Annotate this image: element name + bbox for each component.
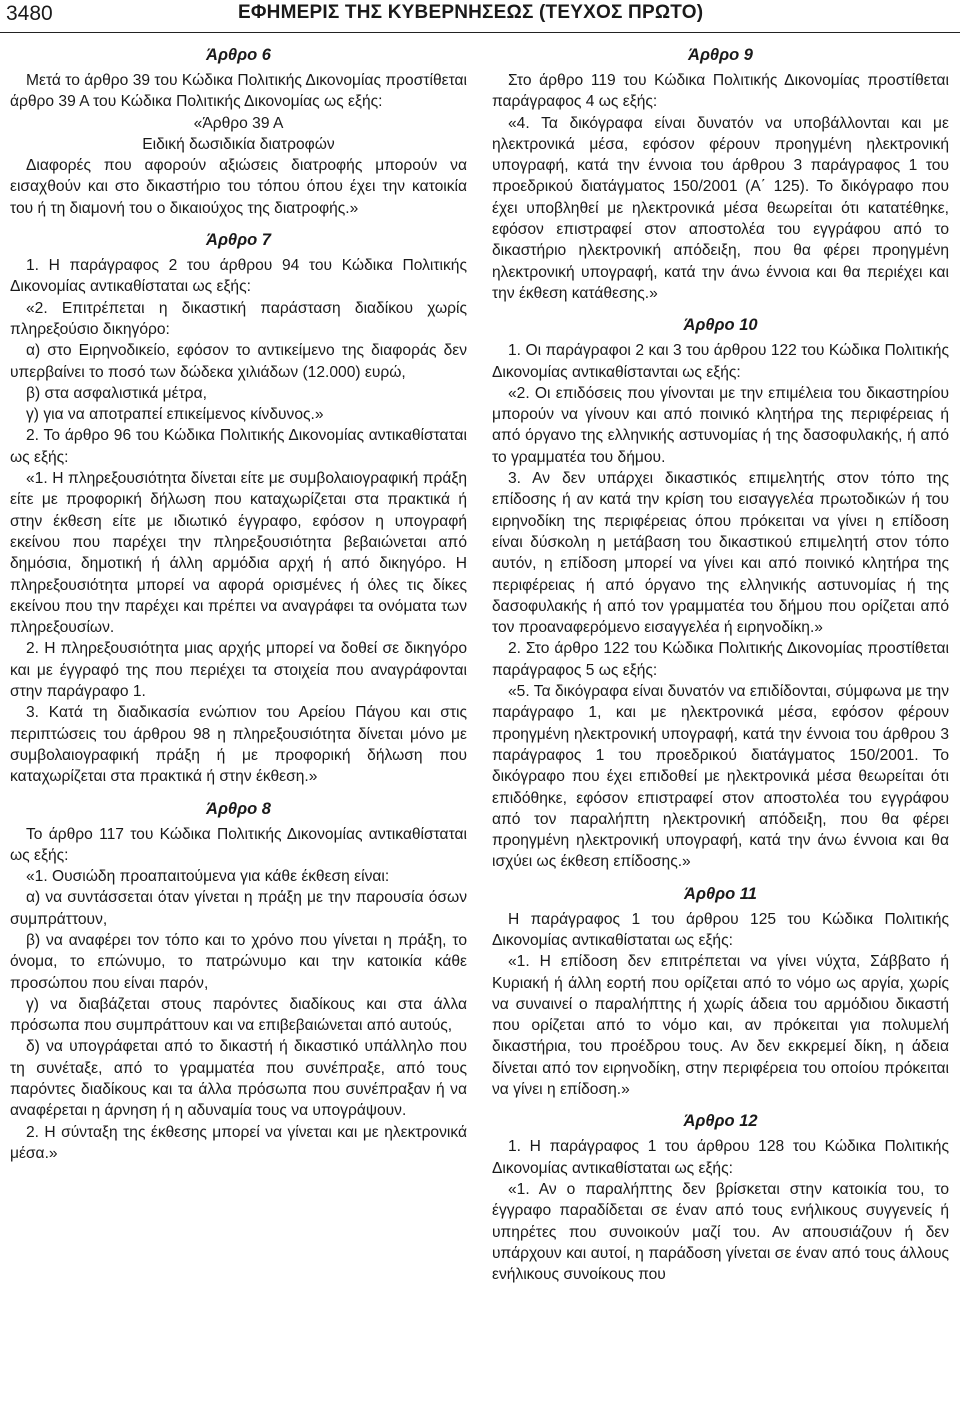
article-8-paragraph: 2. Η σύνταξη της έκθεσης μπορεί να γίνεται και με ηλεκτρονικά μέσα.»: [10, 1123, 467, 1162]
article-9-paragraph: «4. Τα δικόγραφα είναι δυνατόν να υποβάλλονται και με ηλεκτρονικά μέσα, εφόσον φέρουν προηγμένη ηλεκτρονική υπογραφή, κατά την έννοια του άρθρου 3 παράγραφος 1 του προεδρικού διατάγματος 150/2001 (Α΄ 125). Το δικόγραφο που έχει υποβληθεί με ηλεκτρονικά μέσα θεωρείται ότι κατατέθηκε, εφόσον επιστραφεί στον αποστολέα του εγγράφου από το δικαστήριο ηλεκτρονική απόδειξη, που θα φέρει προηγμένη ηλεκτρονική υπογραφή, κατά την άνω έννοια και θα περιέχει και την έκθεση κατάθεσης.»: [492, 114, 949, 302]
article-10-paragraph: 1. Οι παράγραφοι 2 και 3 του άρθρου 122 του Κώδικα Πολιτικής Δικονομίας αντικαθίστανται ως εξής:: [492, 342, 949, 381]
article-8-paragraph: «1. Ουσιώδη προαπαιτούμενα για κάθε έκθεση είναι:: [26, 868, 390, 886]
article-39a-title: «Άρθρο 39 Α: [193, 114, 284, 132]
article-12-paragraph: «1. Αν ο παραλήπτης δεν βρίσκεται στην κατοικία του, το έγγραφο παραδίδεται σε έναν από τους ενήλικους συγγενείς ή υπηρέτες που συνοικούν μαζί του. Αν απουσιάζουν ή δεν υπάρχουν και αυτοί, η παράδοση γίνεται σε έναν από τους άλλους ενήλικους συνοίκους που: [492, 1180, 949, 1284]
article-6-title: Άρθρο 6: [206, 46, 271, 64]
article-12-paragraph: 1. Η παράγραφος 1 του άρθρου 128 του Κώδικα Πολιτικής Δικονομίας αντικαθίσταται ως εξής:: [492, 1138, 949, 1177]
article-7-paragraph: β) στα ασφαλιστικά μέτρα,: [26, 384, 207, 402]
article-11-paragraph: Η παράγραφος 1 του άρθρου 125 του Κώδικα Πολιτικής Δικονομίας αντικαθίσταται ως εξής:: [492, 910, 949, 949]
article-7-paragraph: α) στο Ειρηνοδικείο, εφόσον το αντικείμενο της διαφοράς δεν υπερβαίνει το ποσό των δώδεκα χιλιάδων (12.000) ευρώ,: [10, 342, 467, 381]
article-6-intro: Μετά το άρθρο 39 του Κώδικα Πολιτικής Δικονομίας προστίθεται άρθρο 39 Α του Κώδικα Πολιτικής Δικονομίας ως εξής:: [10, 72, 467, 111]
page-number: 3480: [6, 2, 53, 25]
article-7-paragraph: «2. Επιτρέπεται η δικαστική παράσταση διαδίκου χωρίς πληρεξούσιο δικηγόρο:: [10, 299, 467, 338]
left-column: [10, 44, 467, 1164]
article-12-title: Άρθρο 12: [683, 1112, 758, 1131]
article-10-paragraph: 2. Στο άρθρο 122 του Κώδικα Πολιτικής Δικονομίας προστίθεται παράγραφος 5 ως εξής:: [492, 640, 949, 679]
article-8-paragraph: γ) να διαβάζεται στους παρόντες διαδίκους και στα άλλα πρόσωπα που συμπράττουν και να επιβεβαιώνεται από αυτούς,: [10, 995, 467, 1035]
right-column: [492, 44, 949, 1285]
article-9-paragraph: Στο άρθρο 119 του Κώδικα Πολιτικής Δικονομίας προστίθεται παράγραφος 4 ως εξής:: [492, 72, 949, 111]
article-8-paragraph: δ) να υπογράφεται από το δικαστή ή δικαστικό υπάλληλο που τη συνέταξε, από το γραμματέα που συνέπραξε, από τους παρόντες διαδίκους και τα άλλα πρόσωπα που συνέπραξαν ή να αναφέρεται η άρνηση ή η αδυναμία τους να υπογράψουν.: [10, 1038, 467, 1120]
article-8-paragraph: α) να συντάσσεται όταν γίνεται η πράξη με την παρουσία όσων συμπράττουν,: [10, 889, 467, 928]
article-10-paragraph: «2. Οι επιδόσεις που γίνονται με την επιμέλεια του δικαστηρίου μπορούν να γίνουν και από ποινικό κλητήρα της περιφέρειας ή από όργανο της ελληνικής αστυνομίας ή της δασοφυλακής, ή από το γραμματέα του δήμου.: [492, 384, 949, 466]
article-8-paragraph: β) να αναφέρει τον τόπο και το χρόνο που γίνεται η πράξη, το όνομα, το επώνυμο, το πατρώνυμο και την κατοικία κάθε προσώπου που είναι παρόν,: [10, 931, 467, 992]
article-7-title: Άρθρο 7: [206, 231, 271, 250]
article-7-paragraph: 2. Η πληρεξουσιότητα μιας αρχής μπορεί να δοθεί σε δικηγόρο και με έγγραφό της που περιέχει τα στοιχεία που αναγράφονται στην παράγραφο 1.: [10, 640, 467, 701]
article-7-paragraph: «1. Η πληρεξουσιότητα δίνεται είτε με συμβολαιογραφική πράξη είτε με προφορική δήλωση που καταχωρίζεται στα πρακτικά ή στην έκθεση είτε με ιδιωτικό έγγραφο, εφόσον η υπογραφή εκείνου που παρέχει την πληρεξουσιότητα βεβαιώνεται από δημόσια, δημοτική ή άλλη αρμόδια αρχή ή από δικηγόρο. Η πληρεξουσιότητα μπορεί να αφορά ορισμένες ή όλες τις δίκες εκείνου που την παρέχει και πρέπει να αναγράφει τα ονόματα των πληρεξουσίων.: [10, 470, 467, 637]
article-11-title: Άρθρο 11: [684, 884, 757, 903]
article-7-paragraph: 1. Η παράγραφος 2 του άρθρου 94 του Κώδικα Πολιτικής Δικονομίας αντικαθίσταται ως εξής:: [10, 257, 467, 296]
article-7-paragraph: 2. Το άρθρο 96 του Κώδικα Πολιτικής Δικονομίας αντικαθίσταται ως εξής:: [10, 427, 467, 466]
article-10-title: Άρθρο 10: [683, 316, 758, 335]
article-8-title: Άρθρο 8: [206, 799, 271, 818]
article-11-paragraph: «1. Η επίδοση δεν επιτρέπεται να γίνει νύχτα, Σάββατο ή Κυριακή ή άλλη εορτή που ορίζεται από το νόμο ως αργία, χωρίς να συναινεί ο παραλήπτης ή χωρίς άδεια του αρμόδιου δικαστή που ορίζεται από το νόμο και, αν πρόκειται για πολυμελή δικαστήρια, του προέδρου τους. Αν δεν εκκρεμεί δίκη, η άδεια δίνεται από τον ειρηνοδίκη, στην περιφέρεια του οποίου πρόκειται να γίνει η επίδοση.»: [492, 953, 949, 1099]
journal-title: ΕΦΗΜΕΡΙΣ ΤΗΣ ΚΥΒΕΡΝΗΣΕΩΣ (ΤΕΥΧΟΣ ΠΡΩΤΟ): [238, 2, 704, 23]
article-6-body: Διαφορές που αφορούν αξιώσεις διατροφής μπορούν να εισαχθούν και στο δικαστήριο του τόπου όπου έχει την κατοικία του ή τη διαμονή του ο δικαιούχος της διατροφής.»: [10, 157, 467, 217]
article-7-paragraph: 3. Κατά τη διαδικασία ενώπιον του Αρείου Πάγου και στις περιπτώσεις του άρθρου 98 η πληρεξουσιότητα δίνεται μόνο με συμβολαιογραφική πράξη ή με προφορική δήλωση που καταχωρίζεται στα πρακτικά ή στην έκθεση.»: [10, 704, 467, 786]
article-8-paragraph: Το άρθρο 117 του Κώδικα Πολιτικής Δικονομίας αντικαθίσταται ως εξής:: [10, 825, 467, 864]
article-10-paragraph: 3. Αν δεν υπάρχει δικαστικός επιμελητής στον τόπο της επίδοσης ή αν κατά την κρίση του εισαγγελέα πρωτοδικών ή του ειρηνοδίκη της περιφέρειας όπου πρόκειται να γίνει η επίδοση είναι δύσκολη η μετάβαση του δικαστικού επιμελητή στον τόπο αυτόν, η επίδοση μπορεί να γίνει και από ποινικό κλητήρα της περιφέρειας ή από όργανο της ελληνικής αστυνομίας ή της δασοφυλακής ή από τον γραμματέα του δήμου που ορίζεται από τον προαναφερόμενο εισαγγελέα ή ειρηνοδίκη.»: [492, 470, 949, 637]
article-39a-heading: Ειδική δωσιδικία διατροφών: [142, 135, 335, 153]
article-10-paragraph: «5. Τα δικόγραφα είναι δυνατόν να επιδίδονται, σύμφωνα με την παράγραφο 1, και με ηλεκτρονικά μέσα, εφόσον φέρουν προηγμένη ηλεκτρονική υπογραφή, κατά την έννοια του άρθρου 3 παράγραφος 1 του προεδρικού διατάγματος 150/2001. Το δικόγραφο που έχει επιδοθεί με ηλεκτρονικά μέσα θεωρείται ότι επιδόθηκε, εφόσον επιστραφεί στον αποστολέα του εγγράφου από τον παραλήπτη ηλεκτρονική απόδειξη, που θα φέρει προηγμένη ηλεκτρονική υπογραφή, κατά την άνω έννοια και θα ισχύει ως έκθεση επίδοσης.»: [492, 683, 949, 871]
page-header: [0, 0, 960, 33]
article-9-title: Άρθρο 9: [688, 46, 753, 64]
article-7-paragraph: γ) για να αποτραπεί επικείμενος κίνδυνος.»: [26, 406, 324, 424]
